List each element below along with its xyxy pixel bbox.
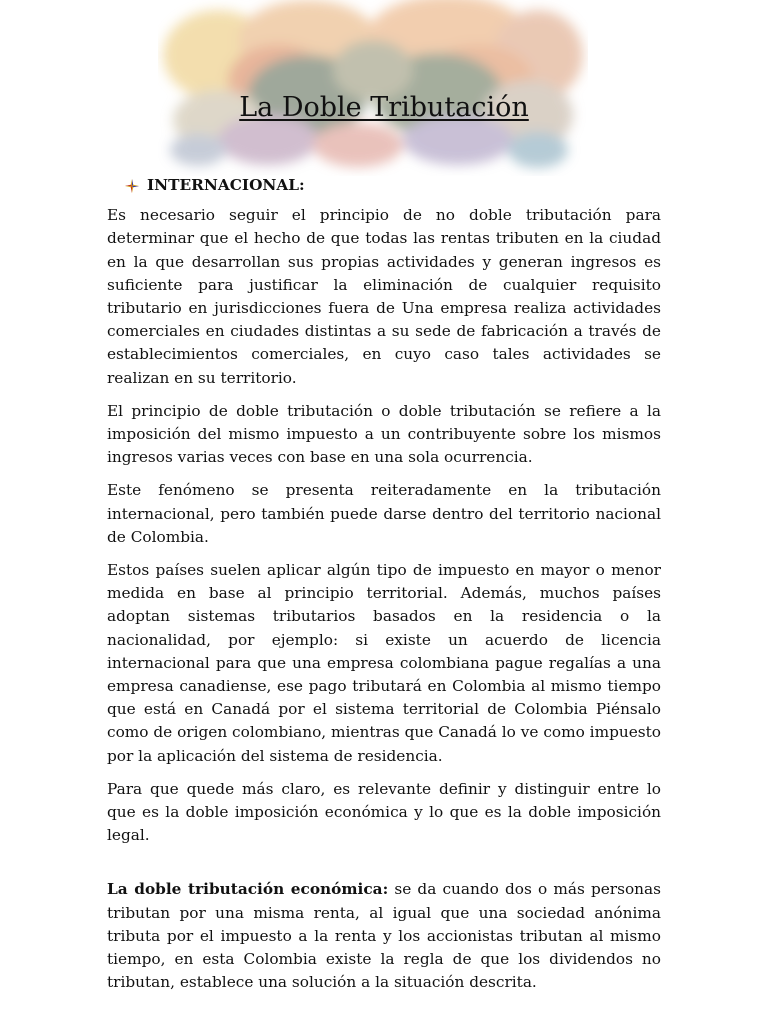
document-body [107, 174, 661, 1005]
paragraph-economic [107, 878, 661, 994]
economic-term: La doble tributación económica: [107, 880, 389, 899]
paragraph-1: Es necesario seguir el principio de no doble tributación para determinar que el hecho de que todas las rentas tributen en la ciudad en la que desarrollan sus propias actividades y generan ingresos es suficiente para justificar la eliminación de cualquier requisito tributario en jurisdicciones fuera de Una empresa realiza actividades comerciales en ciudades distintas a su sede de fabricación a través de establecimientos comerciales, en cuyo caso tales actividades se realizan en su territorio. [107, 206, 661, 387]
paragraph-4: Estos países suelen aplicar algún tipo de impuesto en mayor o menor medida en base al principio territorial. Además, muchos países adoptan sistemas tributarios basados en la residencia o la nacionalidad, por ejemplo: si existe un acuerdo de licencia internacional para que una empresa colombiana pague regalías a una empresa canadiense, ese pago tributará en Colombia al mismo tiempo que está en Canadá por el sistema territorial de Colombia Piénsalo como de origen colombiano, mientras que Canadá lo ve como impuesto por la aplicación del sistema de residencia. [107, 561, 661, 765]
section-heading-internacional [125, 174, 661, 197]
paragraph-5: Para que quede más claro, es relevante definir y distinguir entre lo que es la doble imposición económica y lo que es la doble imposición legal. [107, 779, 661, 845]
watercolor-header-decoration [158, 0, 588, 176]
star-bullet-icon [125, 179, 139, 193]
section-heading-label: INTERNACIONAL: [147, 176, 305, 194]
page-title: La Doble Tributación [239, 92, 529, 123]
economic-text: se da cuando dos o más personas tributan por una misma renta, al igual que una sociedad anónima tributa por el impuesto a la renta y los accionistas tributan al mismo tiempo, en esta Colombia existe la regla de que los dividendos no tributan, establece una solución a la situación descrita. [107, 880, 662, 992]
paragraph-3: Este fenómeno se presenta reiteradamente en la tributación internacional, pero también puede darse dentro del territorio nacional de Colombia. [107, 481, 661, 546]
paragraph-2: El principio de doble tributación o doble tributación se refiere a la imposición del mismo impuesto a un contribuyente sobre los mismos ingresos varias veces con base en una sola ocurrencia. [107, 401, 661, 467]
